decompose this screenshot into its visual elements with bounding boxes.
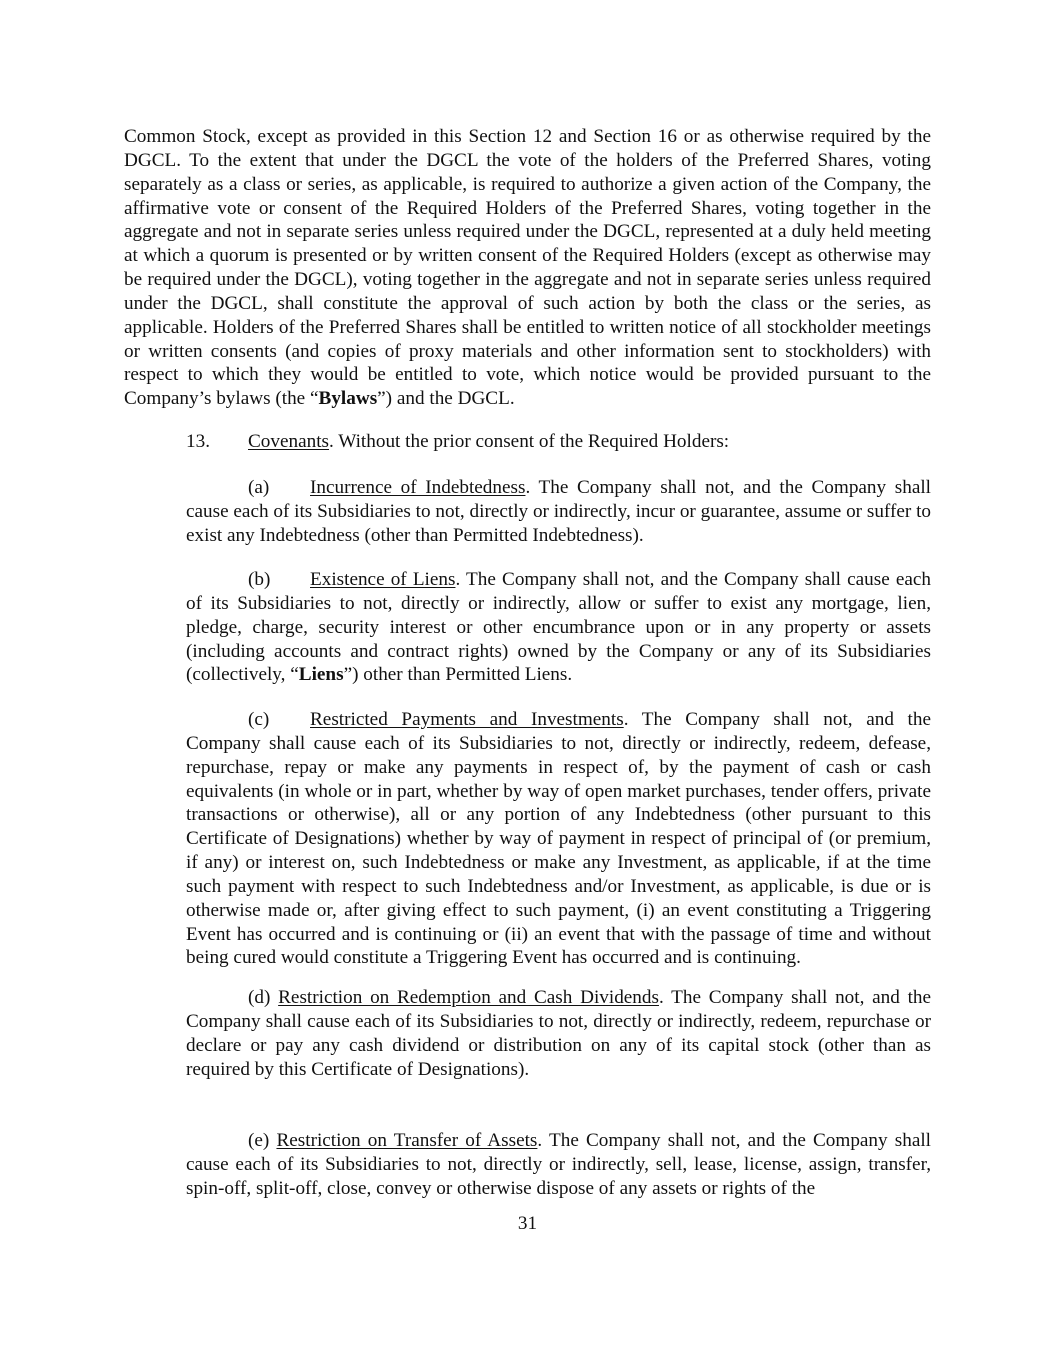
subsection-label: (c) bbox=[248, 709, 270, 730]
subsection-label: (d) bbox=[248, 987, 271, 1008]
subsection-heading: Existence of Liens bbox=[310, 569, 456, 590]
subsection-label: (b) bbox=[248, 569, 271, 590]
subsection-b bbox=[186, 568, 931, 687]
subsection-label: (e) bbox=[248, 1130, 270, 1151]
section-heading: Covenants bbox=[248, 431, 330, 452]
subsection-e bbox=[186, 1129, 931, 1201]
subsection-heading: Restriction on Redemption and Cash Dividends bbox=[278, 987, 659, 1008]
section-intro-text: . Without the prior consent of the Required Holders: bbox=[329, 431, 730, 452]
subsection-text: . The Company shall not, and the Company shall cause each of its Subsidiaries to not, directly or indirectly, redeem, defease, repurchase, repay or make any payments in respect of, by the payment of cash or cash equivalents (in whole or in part, whether by way of open market purchases, tender offers, private transactions or otherwise), all or any portion of any Indebtedness (other pursuant to this Certificate of Designations) whether by way of payment in respect of principal of (or premium, if any) or interest on, such Indebtedness or make any Investment, as applicable, if at the time such payment with respect to such Indebtedness and/or Investment, as applicable, is due or is otherwise made or, after giving effect to such payment, (i) an event constituting a Triggering Event has occurred and is continuing or (ii) an event that with the passage of time and without being cured would constitute a Triggering Event has occurred and is continuing. bbox=[186, 709, 931, 969]
bylaws-defined-term: Bylaws bbox=[318, 388, 378, 410]
intro-text-end: ”) and the DGCL. bbox=[377, 388, 515, 410]
subsection-heading: Restriction on Transfer of Assets bbox=[276, 1130, 538, 1151]
subsection-text: . The Company shall not, and the Company shall cause each of its Subsidiaries to not, directly or indirectly, allow or suffer to exist any mortgage, lien, pledge, charge, security interest or other encumbrance upon or in any property or assets (including accounts and contract rights) owned by the Company or any of its Subsidiaries (collectively, “ bbox=[186, 569, 931, 686]
intro-paragraph bbox=[124, 125, 931, 411]
subsection-heading: Restricted Payments and Investments bbox=[310, 709, 624, 730]
section-number: 13. bbox=[186, 431, 210, 452]
section-13-heading-paragraph bbox=[186, 430, 931, 454]
subsection-text: . The Company shall not, and the Company shall cause each of its Subsidiaries to not, directly or indirectly, redeem, repurchase or declare or pay any cash dividend or distribution on any of its capital stock (other than as required by this Certificate of Designations). bbox=[186, 987, 932, 1080]
page-number: 31 bbox=[517, 1213, 538, 1234]
subsection-label: (a) bbox=[248, 477, 270, 498]
subsection-heading: Incurrence of Indebtedness bbox=[310, 477, 526, 498]
subsection-text-end: ”) other than Permitted Liens. bbox=[343, 664, 573, 686]
subsection-d bbox=[186, 986, 931, 1081]
liens-defined-term: Liens bbox=[298, 664, 344, 686]
subsection-c bbox=[186, 708, 931, 970]
subsection-a bbox=[186, 476, 931, 548]
subsection-text: . The Company shall not, and the Company shall cause each of its Subsidiaries to not, directly or indirectly, sell, lease, license, assign, transfer, spin-off, split-off, close, convey or otherwise dispose of any assets or rights of the bbox=[186, 1130, 931, 1199]
intro-text: Common Stock, except as provided in this Section 12 and Section 16 or as otherwise required by the DGCL. To the extent that under the DGCL the vote of the holders of the Preferred Shares, voting separately as a class or series, as applicable, is required to authorize a given action of the Company, the affirmative vote or consent of the Required Holders of the Preferred Shares, voting together in the aggregate and not in separate series unless required under the DGCL, represented at a duly held meeting at which a quorum is presented or by written consent of the Required Holders (except as otherwise may be required under the DGCL), voting together in the aggregate and not in separate series unless required under the DGCL, shall constitute the approval of such action by both the class or the series, as applicable. Holders of the Preferred Shares shall be entitled to written notice of all stockholder meetings or written consents (and copies of proxy materials and other information sent to stockholders) with respect to which they would be entitled to vote, which notice would be provided pursuant to the Company’s bylaws (the “ bbox=[124, 126, 931, 410]
subsection-text: . The Company shall not, and the Company shall cause each of its Subsidiaries to not, directly or indirectly, incur or guarantee, assume or suffer to exist any Indebtedness (other than Permitted Indebtedness). bbox=[186, 477, 931, 546]
